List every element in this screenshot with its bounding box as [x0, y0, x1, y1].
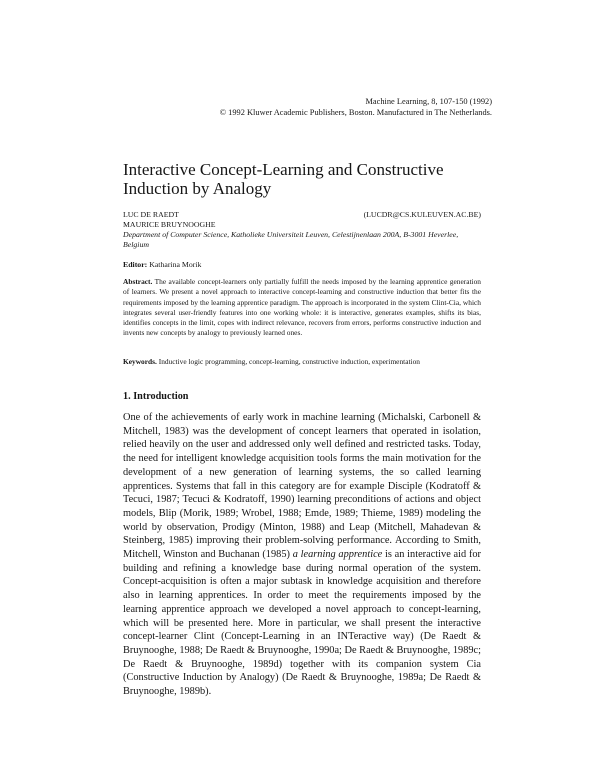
journal-header: [220, 96, 492, 118]
paper-title: Interactive Concept-Learning and Constructive Induction by Analogy: [123, 160, 444, 198]
body-paragraph: [123, 411, 481, 699]
editor-name: Katharina Morik: [149, 260, 202, 269]
abstract: [123, 277, 481, 339]
author-email: (LUCDR@CS.KULEUVEN.AC.BE): [363, 210, 481, 219]
journal-citation: Machine Learning, 8, 107-150 (1992): [365, 97, 492, 106]
body-text-italic: a learning apprentice: [292, 549, 383, 561]
section-heading: 1. Introduction: [123, 391, 189, 402]
keywords: [123, 357, 481, 367]
editor-label: Editor:: [123, 260, 148, 269]
keywords-text: Inductive logic programming, concept-learning, constructive induction, experimentation: [158, 357, 420, 366]
body-text-part: One of the achievements of early work in machine learning (Michalski, Carbonell & Mitchell, 1983) was the development of concept learners that operated in isolation, relied heavily on the user and addressed only well defined and restricted tasks. Today, the need for intelligent knowledge acquisition tools forms the main motivation for the development of a new generation of learning systems, the so called learning apprentices. Systems that fall in this category are for example Disciple (Kodratoff & Tecuci, 1987; Tecuci & Kodratoff, 1990) learning preconditions of actions and object models, Blip (Morik, 1989; Wrobel, 1988; Emde, 1989; Thieme, 1989) modeling the world by observation, Prodigy (Minton, 1988) and Leap (Mitchell, Mahadevan & Steinberg, 1985) improving their problem-solving performance. According to Smith, Mitchell, Winston and Buchanan (1985): [123, 412, 481, 561]
copyright-line: © 1992 Kluwer Academic Publishers, Boston. Manufactured in The Netherlands.: [219, 108, 492, 117]
abstract-label: Abstract.: [123, 277, 153, 286]
author-name: LUC DE RAEDT: [123, 210, 179, 219]
body-text-part: is an interactive aid for building and refining a knowledge base during normal operation of the system. Concept-acquisition is often a major subtask in knowledge acquisition and therefore also in learning apprentices. In order to meet the requirements imposed by the learning apprentice approach we developed a novel approach to concept-learning, which will be presented here. More in particular, we shall present the interactive concept-learner Clint (Concept-Learning in an INTeractive way) (De Raedt & Bruynooghe, 1988; De Raedt & Bruynooghe, 1990a; De Raedt & Bruynooghe, 1989c; De Raedt & Bruynooghe, 1989d) together with its companion system Cia (Constructive Induction by Analogy) (De Raedt & Bruynooghe, 1989a; De Raedt & Bruynooghe, 1989b).: [123, 549, 482, 698]
author-name: MAURICE BRUYNOOGHE: [123, 220, 216, 229]
author-affiliation: Department of Computer Science, Katholieke Universiteit Leuven, Celestijnenlaan 200A, B-3001 Heverlee, Belgium: [123, 230, 459, 249]
keywords-label: Keywords.: [123, 357, 157, 366]
abstract-text: The available concept-learners only partially fulfill the needs imposed by the learning apprentice generation of learners. We present a novel approach to interactive concept-learning and constructive induction that better fits the requirements imposed by the learning apprentice paradigm. The approach is incorporated in the system Clint-Cia, which integrates several user-friendly features into one working whole: it is interactive, generates examples, shifts its bias, identifies concepts in the limit, copes with indirect relevance, recovers from errors, performs constructive induction and invents new concepts by analogy to previously learned ones.: [123, 277, 482, 338]
author-block: [123, 210, 481, 250]
editor-line: [123, 260, 201, 269]
